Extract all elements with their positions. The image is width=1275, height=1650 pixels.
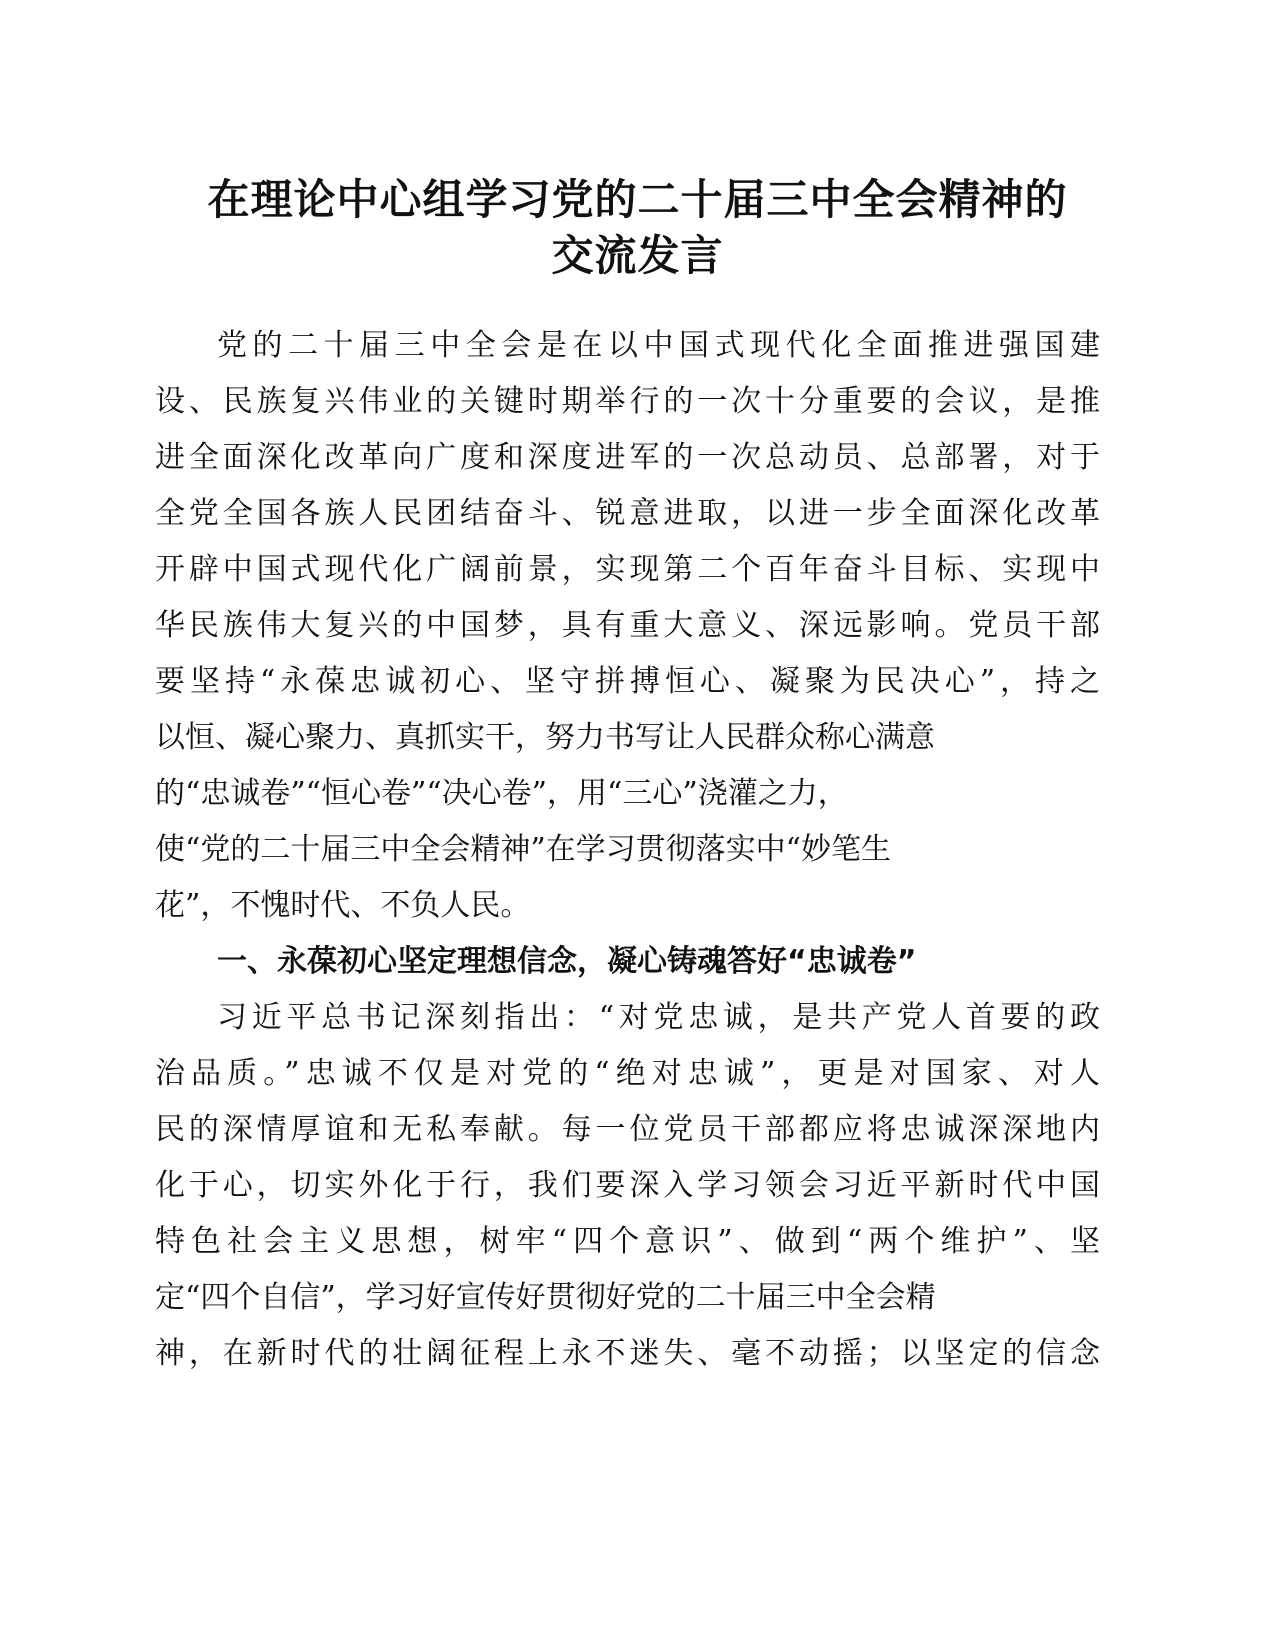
paragraph-2 [155,990,1100,1382]
document-body [155,318,1100,1382]
document-title [140,172,1135,284]
paragraph-line: 开辟中国式现代化广阔前景，实现第二个百年奋斗目标、实现中 [155,552,1100,587]
paragraph-line: 民的深情厚谊和无私奉献。每一位党员干部都应将忠诚深深地内 [155,1112,1100,1147]
paragraph-line: 设、民族复兴伟业的关键时期举行的一次十分重要的会议，是推 [155,384,1100,419]
paragraph-line: 的“忠诚卷”“恒心卷”“决心卷”，用“三心”浇灌之力， [155,776,848,811]
paragraph-1 [155,318,1100,934]
paragraph-line: 定“四个自信”，学习好宣传好贯彻好党的二十届三中全会精 [155,1280,936,1315]
paragraph-line: 以恒、凝心聚力、真抓实干，努力书写让人民群众称心满意 [155,720,935,755]
paragraph-line: 化于心，切实外化于行，我们要深入学习领会习近平新时代中国 [155,1168,1100,1203]
paragraph-line: 神，在新时代的壮阔征程上永不迷失、毫不动摇；以坚定的信念 [155,1336,1100,1371]
paragraph-line: 特色社会主义思想，树牢“四个意识”、做到“两个维护”、坚 [155,1224,1100,1259]
paragraph-line: 进全面深化改革向广度和深度进军的一次总动员、总部署，对于 [155,440,1100,475]
paragraph-line: 治品质。”忠诚不仅是对党的“绝对忠诚”，更是对国家、对人 [155,1056,1100,1091]
section-heading-1: 一、永葆初心坚定理想信念，凝心铸魂答好“忠诚卷” [217,944,917,979]
title-line-2: 交流发言 [551,231,724,280]
title-line-1: 在理论中心组学习党的二十届三中全会精神的 [207,175,1068,224]
paragraph-line: 要坚持“永葆忠诚初心、坚守拼搏恒心、凝聚为民决心”，持之 [155,664,1100,699]
paragraph-line: 全党全国各族人民团结奋斗、锐意进取，以进一步全面深化改革 [155,496,1100,531]
paragraph-line: 使“党的二十届三中全会精神”在学习贯彻落实中“妙笔生 [155,832,892,867]
paragraph-line: 花”，不愧时代、不负人民。 [155,888,531,923]
paragraph-line: 华民族伟大复兴的中国梦，具有重大意义、深远影响。党员干部 [155,608,1100,643]
paragraph-line: 习近平总书记深刻指出：“对党忠诚，是共产党人首要的政 [217,1000,1100,1035]
paragraph-line: 党的二十届三中全会是在以中国式现代化全面推进强国建 [217,328,1100,363]
